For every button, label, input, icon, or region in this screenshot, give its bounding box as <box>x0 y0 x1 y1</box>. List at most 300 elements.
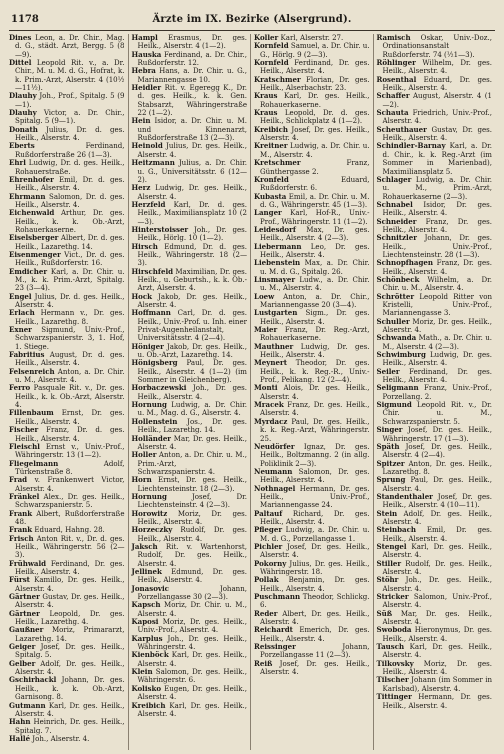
directory-entry <box>132 401 248 418</box>
entry-details: Emil, Dr. d. ges. Heilk., Alserstr. 4. <box>15 174 125 193</box>
entry-details: Josef, Dr. ges. Heilk., Alserstr. 4. <box>260 658 370 677</box>
entry-surname: Emdicher <box>9 266 48 276</box>
entry-surname: Seiler <box>376 366 400 376</box>
directory-entry <box>377 610 493 627</box>
entry-surname: Scheuthauer <box>376 124 427 134</box>
directory-entry <box>132 309 248 342</box>
entry-details: Emerich, Dr. ges. Heilk., Alserstr. 4. <box>260 625 370 643</box>
entry-details: Vict., Dr. d. ges. Heilk., Rußdorferstr. 16. <box>15 249 125 268</box>
entry-surname: Frank <box>9 508 33 518</box>
entry-surname: Späth <box>376 441 400 451</box>
entry-details: Ludwig, a. Dr. Chir. u. M., Prim.-Arzt, Rohauerkaserne (2—3). <box>382 174 492 201</box>
entry-surname: Kronfeld <box>254 174 289 184</box>
directory-entry <box>377 626 493 643</box>
entry-details: Joh., Dr. ges. Heilk., Alserstr. 4. <box>382 575 492 593</box>
directory-entry <box>377 76 493 93</box>
entry-surname: Sigmund <box>376 400 412 410</box>
entry-surname: Tilkovsky <box>376 658 414 668</box>
entry-details: Sigmund, Univ.-Prof., Schwarzspanierstr. 3, 1. Hof, 1. Stiege. <box>15 325 125 351</box>
entry-details: Max, a. Dr. Chir. u. M. d. G., Spitalg. 26. <box>260 258 370 276</box>
directory-entry <box>377 276 493 293</box>
directory-entry <box>377 176 493 201</box>
entry-details: Johann, Porzellangasse 11 (2—3). <box>260 642 370 660</box>
directory-entry <box>254 643 370 660</box>
directory-entry <box>132 34 248 51</box>
directory-entry <box>132 476 248 493</box>
directory-entry <box>9 368 125 385</box>
directory-entry <box>254 343 370 360</box>
directory-entry <box>9 476 125 493</box>
directory-entry <box>254 209 370 226</box>
directory-entry <box>377 201 493 218</box>
entry-details: Leopold, Dr. ges. Heilk., Lazarethg. 4. <box>15 608 125 627</box>
entry-surname: Kreibich <box>254 124 289 134</box>
entry-surname: Tilscher <box>376 675 409 685</box>
directory-entry <box>132 67 248 84</box>
entry-details: Emil, a. Dr. Chir. u. M. d. G., Währingerstr. 45 (1—3). <box>260 191 370 209</box>
entry-details: Johann, Porzellangasse 30 (2—3). <box>137 583 247 602</box>
entry-surname: Exner <box>9 325 32 335</box>
entry-details: Ferdinand, Dr. ges. Heilk., Alserstr. 4. <box>260 58 370 76</box>
entry-surname: Herzfeld <box>131 199 166 209</box>
entry-details: Paul, Dr. ges. Heilk., Alserstr. 4. <box>382 475 492 493</box>
entry-details: Anton Rit. v., Dr. d. ges. Heilk., Währingerstr. 56 (2—3). <box>15 533 125 560</box>
entry-details: Franz, Dr. d. ges. Heilk., Alserstr. 4. <box>15 425 125 443</box>
entry-details: Karl, Alserstr. 27. <box>278 34 344 42</box>
entry-surname: Monti <box>254 383 278 393</box>
directory-entry <box>9 493 125 510</box>
directory-entry <box>132 668 248 685</box>
entry-surname: Fürst <box>9 575 30 585</box>
entry-surname: Horzeczky <box>131 525 173 535</box>
entry-surname: Kretschmer <box>254 158 301 168</box>
entry-details: August, Alserstr. 4 (1—2). <box>382 91 492 109</box>
directory-entry <box>377 34 493 59</box>
entry-details: Moriz, Dr. ges. Heilk., Alserstr. 4. <box>382 658 492 677</box>
directory-entry <box>9 293 125 310</box>
entry-details: Joh., Alserstr. 4. <box>30 733 90 743</box>
directory-entry <box>377 259 493 276</box>
entry-details: Moriz, Dr. Chir. u. M., Alserstr. 4. <box>137 600 247 618</box>
entry-surname: Gelber <box>9 658 36 668</box>
directory-entry <box>377 476 493 493</box>
directory-entry <box>9 535 125 560</box>
entry-details: Josef, Dr. ges. Heilk., Alserstr. 4 (10—11). <box>382 491 492 510</box>
entry-surname: Mracek <box>254 400 284 410</box>
entry-surname: Kaposi <box>131 617 159 627</box>
entry-surname: Karplus <box>131 633 163 643</box>
entry-details: Karl, Dr. ges. Heilk., Alserstr. 4. <box>382 642 492 660</box>
directory-entry <box>254 259 370 276</box>
directory-entry <box>254 543 370 560</box>
entry-details: Eduard, Dr. ges. Heilk., Alserstr. 4. <box>382 74 492 93</box>
entry-surname: Heidler <box>131 83 162 93</box>
entry-surname: Pollak <box>254 575 279 585</box>
entry-details: Eduard, Rußdorferstr. 6. <box>260 174 370 193</box>
entry-details: Eduard, Hahng. 28. <box>32 525 105 535</box>
entry-details: v. Frankenwert Victor, Alserstr. 4. <box>15 475 125 493</box>
entry-surname: Fleischl <box>9 441 40 451</box>
directory-entry <box>377 334 493 351</box>
entry-details: Florian, Dr. ges. Heilk., Alserbachstr. 23. <box>260 74 370 93</box>
entry-surname: Mauthner <box>254 341 294 351</box>
directory-entry <box>132 510 248 527</box>
directory-entry <box>132 685 248 702</box>
entry-details: Karl, Dr. ges. Heilk., Alserstr. 4. <box>15 700 125 718</box>
entry-surname: Sprung <box>376 475 406 485</box>
entry-details: Ludwig, a. Dr. Chir. u. M., Mag. d. G., Alserstr. 4. <box>137 400 247 418</box>
directory-entry <box>132 435 248 452</box>
entry-details: Albert, Dr. d. ges. Heilk., Lazarethg. 14. <box>15 233 125 251</box>
entry-details: Adolf, Türkenstraße 8. <box>15 458 125 476</box>
directory-entry <box>254 443 370 468</box>
entry-surname: Felsenreich <box>9 366 55 376</box>
entry-details: Ludw., a. Dr. Chir. u. M., Alserstr. 4. <box>260 274 370 293</box>
entry-details: Moriz, Dr. ges. Heilk., Alserstr. 4. <box>137 508 247 526</box>
entry-details: Joh., Dr. ges. Heilk., Alserstr. 4. <box>137 383 247 401</box>
directory-entry <box>9 34 125 59</box>
directory-entry <box>377 560 493 577</box>
entry-surname: Frisch <box>9 533 34 543</box>
entry-surname: Ehrl <box>9 158 26 168</box>
directory-entry <box>9 626 125 643</box>
entry-details: Joh., Prof., Spitalg. 5 (9—1). <box>15 91 125 109</box>
entry-details: Salomon, Dr. ges. Heilk., Alserstr. 4. <box>260 466 370 485</box>
entry-details: Adolf, Dr. ges. Heilk., Alserstr. 4. <box>15 658 125 677</box>
entry-details: Karl, Dr. ges. Heilk., Rohauerkaserne. <box>260 91 370 109</box>
entry-surname: Schlager <box>376 174 412 184</box>
entry-details: Hieronymus, Dr. ges. Heilk., Alserstr. 4. <box>382 625 492 643</box>
entry-details: Jakob, Dr. ges. Heilk., Alserstr. 4. <box>137 291 247 309</box>
entry-surname: Fillenbaum <box>9 408 54 418</box>
directory-entry <box>132 618 248 635</box>
entry-details: Leopold Rit. v., a. Dr. Chir., M. u. M. d. G., Hofrat, k. k. Prim.-Arzt, Alserstr. 4 (10½—11½). <box>15 58 125 93</box>
entry-surname: Pichler <box>254 541 283 551</box>
entry-details: August, Dr. d. ges. Heilk., Alserstr. 4. <box>15 350 125 368</box>
directory-entry <box>132 493 248 510</box>
entry-details: Paul, Dr. ges. Heilk., Alserstr. 4 (1—2) (im Sommer in Gleichenberg). <box>137 358 247 385</box>
entry-surname: Reichardt <box>254 625 293 635</box>
entry-surname: Horowitz <box>131 508 168 518</box>
directory-entry <box>9 309 125 326</box>
entry-surname: Kapsch <box>131 600 161 610</box>
entry-surname: Frühwald <box>9 558 47 568</box>
entry-surname: Eisenmenger <box>9 249 61 259</box>
directory-entry <box>132 451 248 476</box>
directory-entry <box>132 543 248 568</box>
entry-details: Benjamin, Dr. ges. Heilk., Alserstr. 4. <box>260 575 370 593</box>
entry-surname: Spitzer <box>376 458 405 468</box>
entry-surname: Loew <box>254 291 275 301</box>
directory-entry <box>254 510 370 527</box>
column-2 <box>128 34 251 750</box>
entry-surname: Schnopfhagen <box>376 258 434 268</box>
entry-details: Max, Dr. ges. Heilk., Alserstr. 4 (2—3). <box>260 224 370 243</box>
entry-surname: Schneider <box>376 216 417 226</box>
directory-entry <box>254 660 370 677</box>
entry-surname: Linsmayer <box>254 274 296 284</box>
entry-surname: Koller <box>254 34 279 42</box>
entry-details: Arthur, Dr. ges. Heilk., k. k. Ob.-Arzt, Rohauerkaserne. <box>15 208 125 234</box>
directory-entry <box>132 568 248 585</box>
directory-entry <box>9 676 125 701</box>
entry-surname: Ehrmann <box>9 191 46 201</box>
directory-entry <box>254 226 370 243</box>
entry-details: Ferdinand, Dr. ges. Heilk., Alserstr. 4. <box>15 558 125 576</box>
directory-entry <box>132 384 248 401</box>
entry-surname: Klein <box>131 667 153 677</box>
entry-details: Heinrich, Dr. ges. Heilk., Spitalg. 7. <box>15 717 125 735</box>
entry-surname: Geiger <box>9 642 36 652</box>
entry-surname: Schauta <box>376 108 409 118</box>
entry-surname: Dines <box>9 34 32 42</box>
entry-details: Julius, Dr. d. ges. Heilk., Alserstr. 4. <box>15 124 125 143</box>
directory-entry <box>9 176 125 193</box>
entry-surname: Gschirhackl <box>9 675 57 685</box>
entry-surname: Dlauhy <box>9 91 37 101</box>
entry-details: Karl, Dr. d. ges. Heilk., Maximiliansplatz 10 (2—3). <box>137 199 247 226</box>
entry-surname: Süß <box>376 608 393 618</box>
entry-surname: Gärtner <box>9 592 40 602</box>
directory-entry <box>254 76 370 93</box>
directory-entry <box>9 251 125 268</box>
directory-entry <box>9 610 125 627</box>
entry-surname: Eberts <box>9 141 35 151</box>
entry-surname: Leidesdorf <box>254 224 296 234</box>
entry-details: Gustav, Dr. ges. Heilk., Alserstr. 4. <box>382 124 492 143</box>
directory-entry <box>9 660 125 677</box>
directory-entry <box>9 109 125 126</box>
entry-details: Karl, Dr. ges. Heilk., Alserstr. 4. <box>137 700 247 718</box>
directory-entry <box>254 109 370 126</box>
directory-entry <box>9 643 125 660</box>
entry-surname: Ehrenhofer <box>9 174 54 184</box>
entry-surname: Hallé <box>9 733 31 743</box>
entry-surname: Nothnagel <box>254 483 296 493</box>
directory-entry <box>9 92 125 109</box>
entry-surname: Meynert <box>254 358 287 368</box>
entry-surname: Hornung <box>131 400 167 410</box>
entry-surname: Heinold <box>131 141 163 151</box>
entry-details: Gustav, Dr. ges. Heilk., Alserstr. 4. <box>15 592 125 610</box>
entry-surname: Eiselsberger <box>9 233 59 243</box>
directory-entry <box>132 243 248 268</box>
directory-entry <box>377 443 493 460</box>
entry-details: Anton, a. Dr. Chir., Mariannengasse 20 (3—4). <box>260 291 370 309</box>
entry-details: Maximilian, Dr. ges. Heilk., u. Geburtsh., k. k. Ob.-Arzt, Alserstr. 4. <box>137 266 247 293</box>
entry-surname: Fischer <box>9 425 39 435</box>
directory-entry <box>377 293 493 318</box>
entry-surname: Singer <box>376 425 403 435</box>
entry-details: Julius, a. Dr. Chir. u. G., Universitätsstr. 6 (12—2). <box>137 158 247 184</box>
entry-surname: Hinterstoisser <box>131 224 189 234</box>
entry-surname: Swoboda <box>376 625 412 635</box>
entry-details: Alois, Dr. ges. Heilk., Alserstr. 4. <box>260 383 370 401</box>
directory-entry <box>132 293 248 310</box>
directory-entry <box>377 460 493 477</box>
entry-details: Josef, Dr. ges. Heilk., Spitalg. 5. <box>15 642 125 660</box>
entry-details: Anton, Dr. ges. Heilk., Lazarethg. 8. <box>382 458 492 476</box>
entry-details: Albert, Rußdorferstraße 48. <box>15 508 125 526</box>
entry-details: Hans, a. Dr. Chir. u. G., Mariannengasse 10. <box>137 66 247 84</box>
entry-surname: Schuller <box>376 316 410 326</box>
entry-details: Leopold Rit. v., Dr. Chir. u. M., Schwarzspanierstr. 5. <box>382 400 492 426</box>
entry-surname: Holländer <box>131 433 172 443</box>
entry-details: Franz, Dr. Reg.-Arzt, Rohauerkaserne. <box>260 325 370 343</box>
directory-entry <box>132 651 248 668</box>
entry-surname: Hock <box>131 291 153 301</box>
entry-surname: Myrdacz <box>254 416 288 426</box>
directory-entry <box>9 268 125 293</box>
entry-surname: Pokorny <box>254 558 287 568</box>
entry-details: Karl, Dr. ges. Heilk., Alserstr. 4. <box>137 650 247 668</box>
directory-entry <box>9 159 125 176</box>
entry-details: Johann, Dr. ges. Heilk., k. k. Ob.-Arzt, Garnisong. 8. <box>15 675 125 702</box>
entry-details: Theodor, Schlickg. 6. <box>260 592 370 610</box>
entry-surname: Hornung <box>131 491 167 501</box>
entry-details: Ludwig, Dr. ges. Heilk., Alserstr. 4. <box>260 341 370 360</box>
directory-entry <box>9 326 125 351</box>
directory-entry <box>132 268 248 293</box>
entry-details: Adolf, Dr. ges. Heilk., Alserstr. 4. <box>382 508 492 526</box>
entry-surname: Erlach <box>9 308 35 318</box>
directory-entry <box>377 543 493 560</box>
entry-details: Franz, Dr. ges. Heilk., Alserstr. 4. <box>382 258 492 276</box>
entry-details: Moriz, Dr. ges. Heilk., Univ.-Prof., Alserstr. 4. <box>137 617 247 635</box>
entry-surname: Gutmann <box>9 700 46 710</box>
directory-entry <box>9 351 125 368</box>
entry-details: Mar, Dr. ges. Heilk., Alserstr. 4. <box>137 433 247 451</box>
entry-surname: Stricker <box>376 592 409 602</box>
directory-entry <box>377 318 493 335</box>
entry-surname: Schönbeck <box>376 274 420 284</box>
entry-surname: Kraus <box>254 91 278 101</box>
entry-details: Franz, Univ.-Prof., Porzellang. 2. <box>382 383 492 401</box>
entry-details: Franz, Dr. ges. Heilk., Alserstr. 4. <box>382 216 492 234</box>
directory-entry <box>377 142 493 175</box>
entry-details: Hermann, Dr. ges. Heilk., Univ.-Prof., Mariannengasse 24. <box>260 483 370 510</box>
entry-surname: Engel <box>9 291 32 301</box>
directory-entry <box>254 326 370 343</box>
directory-entry <box>9 718 125 735</box>
directory-entry <box>254 468 370 485</box>
directory-entry <box>9 460 125 477</box>
directory-entry <box>254 593 370 610</box>
entry-surname: Gaußner <box>9 625 44 635</box>
entry-details: Albert, Dr. ges. Heilk., Alserstr. 4. <box>260 608 370 627</box>
directory-entry <box>254 176 370 193</box>
entry-surname: Rosenthal <box>376 74 417 84</box>
entry-details: Josef, Dr. ges. Heilk., Währingerstr. 17 (1—3). <box>382 425 492 443</box>
directory-entry <box>377 218 493 235</box>
entry-surname: Horbaczewski <box>131 383 187 393</box>
directory-entry <box>254 384 370 401</box>
entry-surname: Jaksch <box>131 541 158 551</box>
entry-surname: Tausch <box>376 642 405 652</box>
entry-details: Julius, Dr. ges. Heilk., Währingerstr. 18. <box>260 558 370 576</box>
entry-details: Carl, Dr. d. ges. Heilk., Univ.-Prof. u. Inh. einer Privat-Augenheilanstalt, Universitätsstr. 4 (2—4). <box>137 308 247 343</box>
directory-entry <box>254 526 370 543</box>
directory-entry <box>377 384 493 401</box>
entry-details: Salomon, Univ.-Prof., Alserstr. 4. <box>382 592 492 610</box>
entry-surname: Hauska <box>131 49 162 59</box>
entry-details: Isidor, Dr. ges. Heilk., Alserstr. 4. <box>382 199 492 218</box>
entry-details: Leo, Dr. ges. Heilk., Alserstr. 4. <box>260 241 370 259</box>
entry-details: Joh., Dr. ges. Heilk., Hörlg. 10 (1—2). <box>137 224 247 243</box>
entry-details: Karl, a. Dr. d. Chir., k. k. Reg.-Arzt (im Sommer in Marienbad), Maximiliansplatz 5. <box>382 141 492 176</box>
entry-details: Ferdinand, a. Dr. Chir., Rußdorferstr. 12. <box>137 49 247 68</box>
directory-entry <box>377 676 493 693</box>
directory-entry <box>132 84 248 117</box>
entry-details: Anton, a. Dr. Chir. u. M., Prim.-Arzt, Schwarzspanierstr. 4. <box>137 450 247 476</box>
entry-surname: Horn <box>131 475 152 485</box>
entry-details: Franz, Günthergasse 2. <box>260 158 370 176</box>
entry-details: Jakob, Dr. ges. Heilk., u. Ob.-Arzt, Lazarethg. 14. <box>137 341 247 360</box>
directory-entry <box>254 243 370 260</box>
directory-entry <box>9 443 125 460</box>
directory-entry <box>254 401 370 418</box>
entry-surname: Ramisch <box>376 34 411 42</box>
entry-details: Ludwig, a. Dr. Chir. u. M., Alserstr. 4. <box>260 141 370 159</box>
entry-details: Ludwig, Dr. d. ges. Heilk., Rohauerstraße. <box>15 158 125 176</box>
entry-details: Julius, Dr. d. ges. Heilk., Alserstr. 4. <box>15 291 125 309</box>
directory-entry <box>132 142 248 159</box>
entry-surname: Höniger <box>131 341 164 351</box>
entry-details: Samuel, a. Dr. Chir. u. G., Hörlg. 9 (2—3). <box>260 41 370 59</box>
directory-entry <box>254 42 370 59</box>
entry-surname: Schnabel <box>376 199 413 209</box>
entry-details: Moriz, Primararzt, Lazarethg. 14. <box>15 625 125 643</box>
directory-entry <box>254 92 370 109</box>
directory-entry <box>377 643 493 660</box>
entry-details: Salomon, Dr. ges. Heilk., Währingerstr. 6. <box>137 667 247 685</box>
directory-entry <box>377 510 493 527</box>
directory-entry <box>9 209 125 234</box>
directory-entry <box>132 51 248 68</box>
directory-entry <box>377 351 493 368</box>
entry-surname: Hahn <box>9 717 31 727</box>
entry-details: Theodor, Dr. ges. Heilk., k. k. Reg.-R., Univ.-Prof., Pelikang. 12 (2—4). <box>260 358 370 385</box>
entry-details: Wilhelm, Dr. ges. Heilk., Alserstr. 4. <box>382 58 492 76</box>
directory-entry <box>377 526 493 543</box>
entry-details: Ferdinand, Dr. ges. Heilk., Alserstr. 4. <box>382 366 492 385</box>
entry-surname: Jonasovic <box>131 583 169 593</box>
directory-entry <box>9 59 125 92</box>
entry-surname: Gärtner <box>9 608 40 618</box>
directory-entry <box>377 234 493 259</box>
entry-surname: Dittel <box>9 58 32 68</box>
entry-surname: Reissinger <box>254 642 296 652</box>
directory-entry <box>377 576 493 593</box>
entry-details: Hermann v., Dr. ges. Heilk., Lazarethg. 8. <box>15 308 125 326</box>
entry-details: Julius, Dr. ges. Heilk., Alserstr. 4. <box>137 141 247 159</box>
directory-entry <box>254 485 370 510</box>
entry-surname: Frank <box>9 525 33 535</box>
entry-details: Isidor, a. Dr. Chir. u. M. und Kinnenarzt, Rußdorferstraße 13 (2—3). <box>137 116 247 143</box>
entry-surname: Kornfeld <box>254 41 289 51</box>
entry-details: Jos., Dr. ges. Heilk., Lazarethg. 14. <box>137 416 247 435</box>
entry-details: Josef, Dr. ges. Heilk., Alserstr. 4 (2—4). <box>382 441 492 460</box>
entry-details: Wilhelm, a. Dr. Chir. u. M., Alserstr. 4. <box>382 274 492 293</box>
entry-details: Ludwig, a. Dr. Chir. u. M. d. G., Porzellangasse 1. <box>260 525 370 543</box>
entry-details: Moriz, Dr. ges. Heilk., Alserstr. 4. <box>382 316 492 335</box>
directory-entry <box>254 293 370 310</box>
entry-surname: Holler <box>131 450 157 460</box>
entry-surname: Kratschmer <box>254 74 301 84</box>
entry-surname: Hebra <box>131 66 156 76</box>
directory-entry <box>132 418 248 435</box>
entry-details: Paul, Dr. ges. Heilk., k. k. Reg.-Arzt, Währingerstr. 25. <box>260 416 370 443</box>
